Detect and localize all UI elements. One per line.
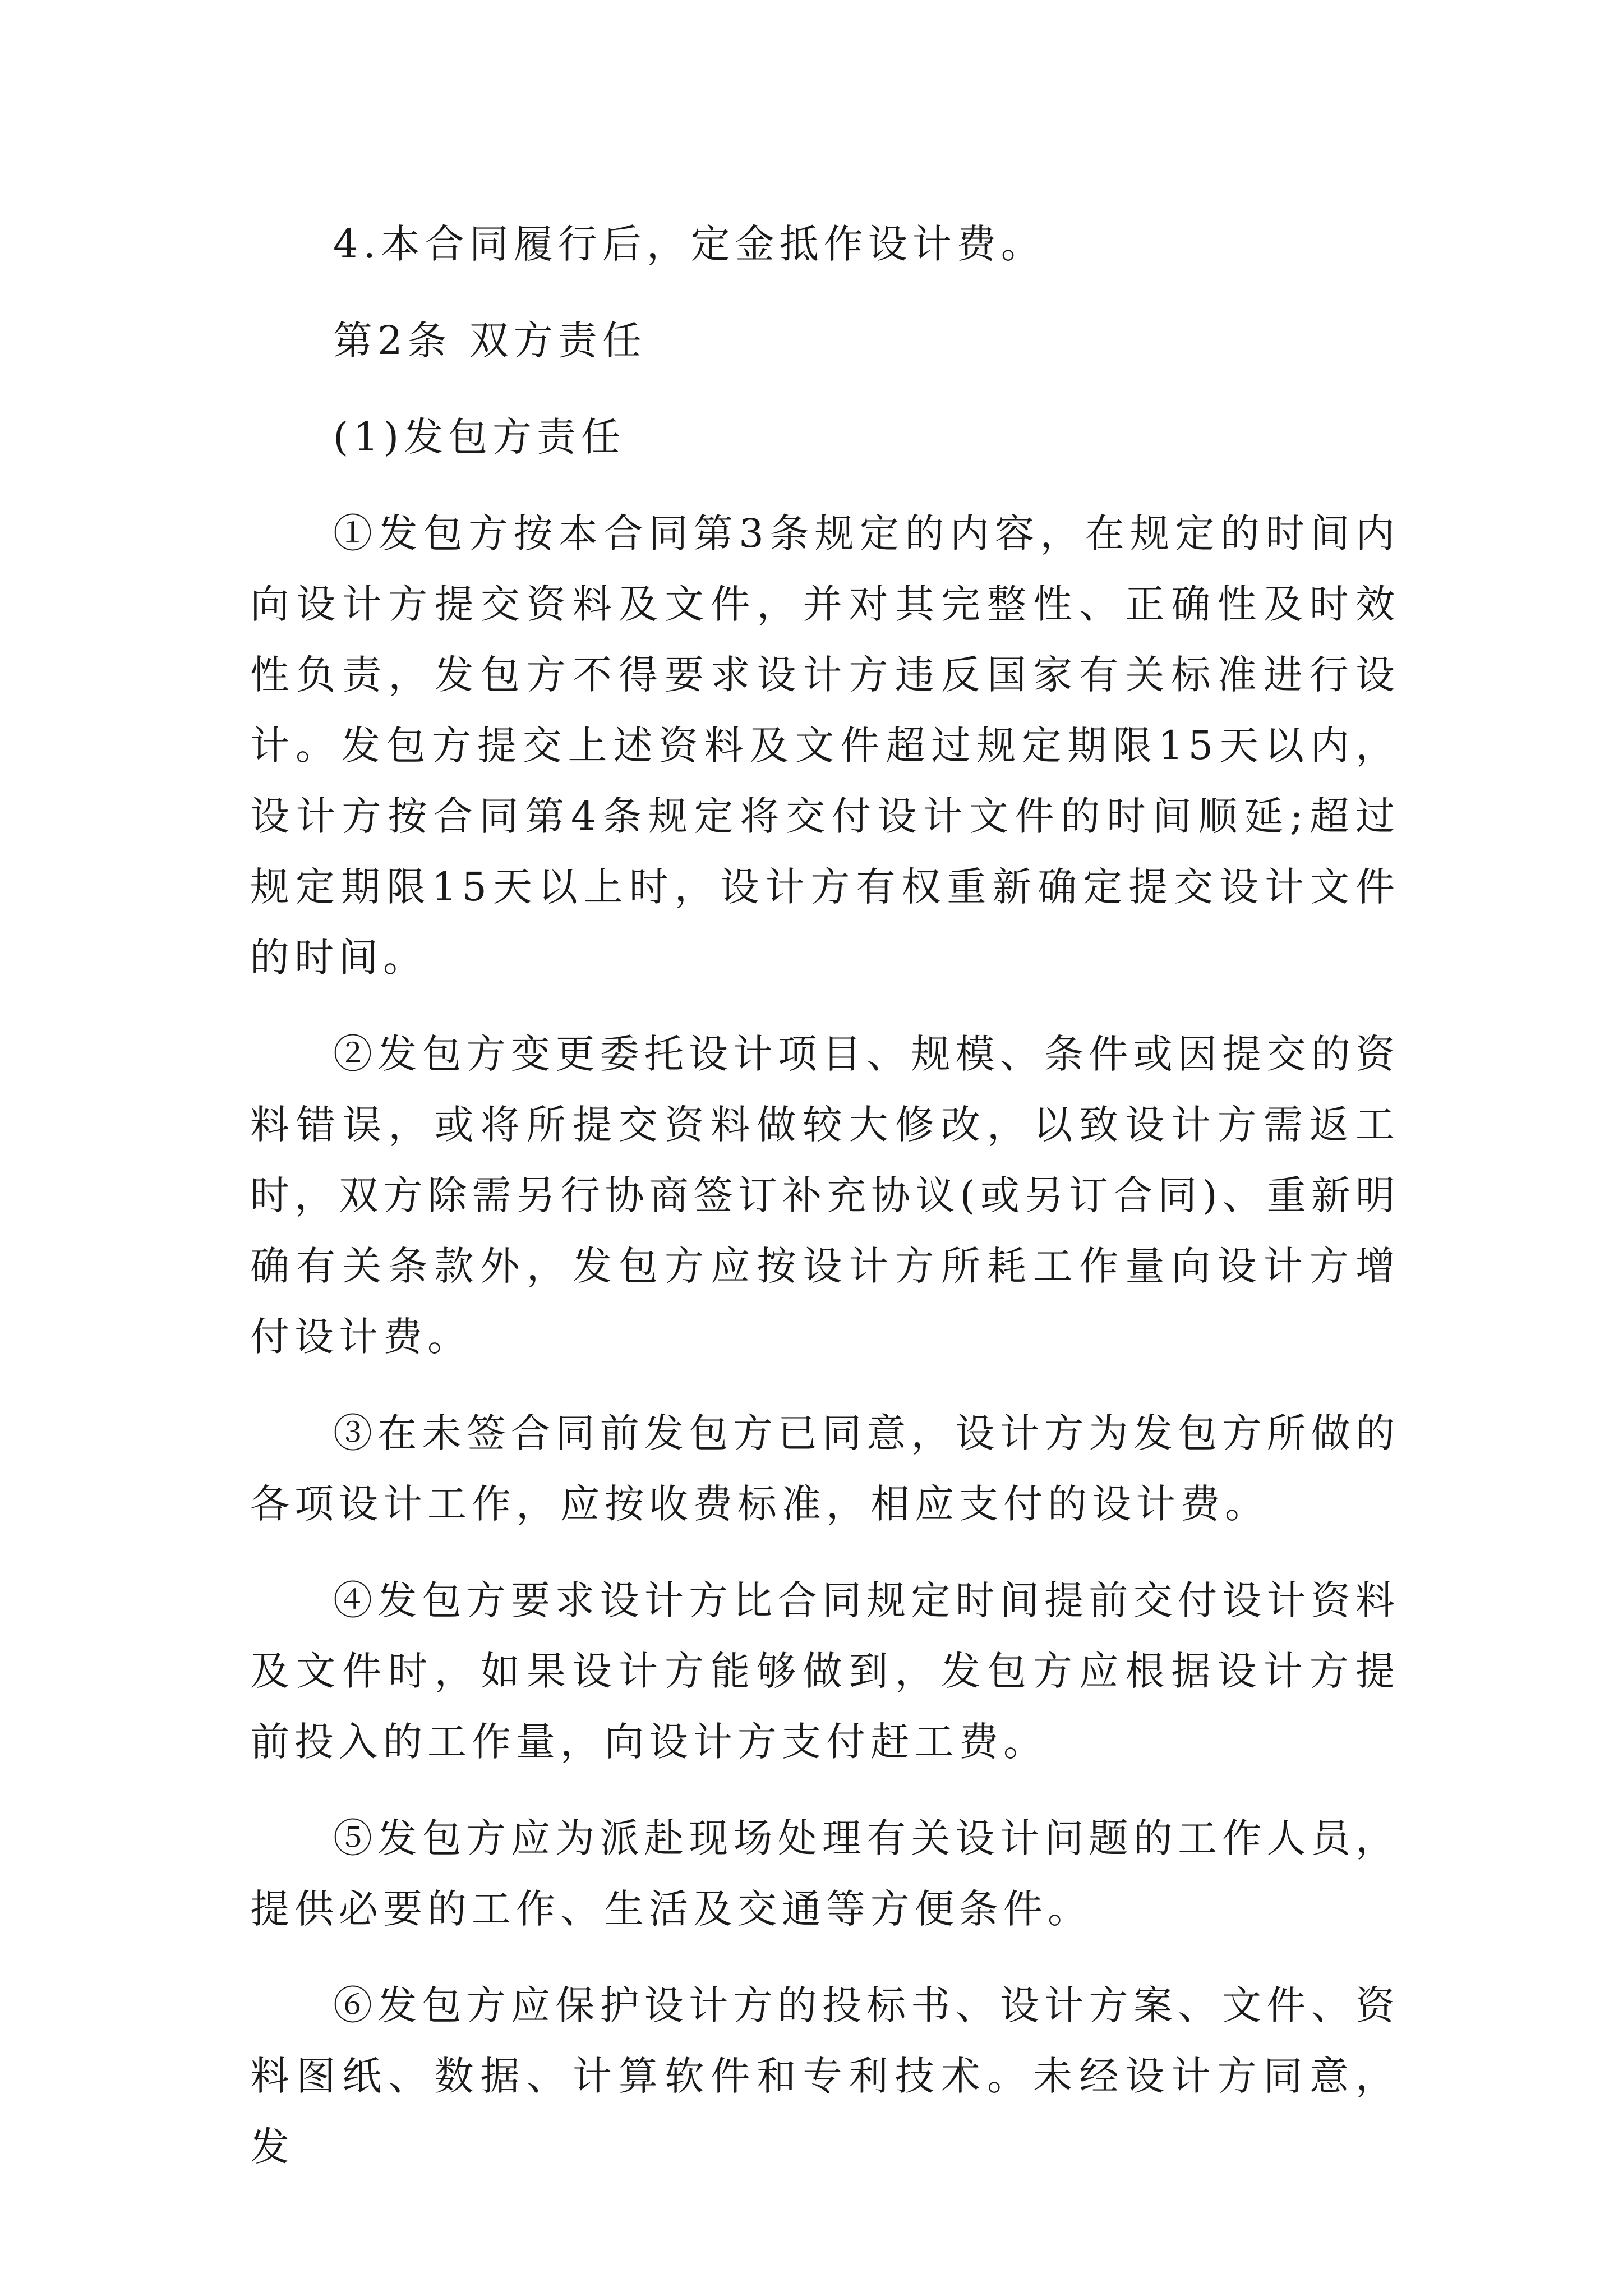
paragraph-deposit-clause: 4.本合同履行后，定金抵作设计费。 (333, 221, 1045, 267)
paragraph-item-6: ⑥发包方应保护设计方的投标书、设计方案、文件、资料图纸、数据、计算软件和专利技术。未经设计方同意，发 (250, 1982, 1400, 2170)
document-body (250, 209, 1400, 2182)
paragraph-item-1: ①发包方按本合同第3条规定的内容，在规定的时间内向设计方提交资料及文件，并对其完整性、正确性及时效性负责，发包方不得要求设计方违反国家有关标准进行设计。发包方提交上述资料及文件超过规定期限15天以内，设计方按合同第4条规定将交付设计文件的时间顺延;超过规定期限15天以上时，设计方有权重新确定提交设计文件的时间。 (250, 510, 1400, 981)
paragraph-item-4: ④发包方要求设计方比合同规定时间提前交付设计资料及文件时，如果设计方能够做到，发包方应根据设计方提前投入的工作量，向设计方支付赶工费。 (250, 1577, 1400, 1765)
article-2-heading: 第2条 双方责任 (333, 318, 647, 364)
paragraph-item-2: ②发包方变更委托设计项目、规模、条件或因提交的资料错误，或将所提交资料做较大修改，以致设计方需返工时，双方除需另行协商签订补充协议(或另订合同)、重新明确有关条款外，发包方应按设计方所耗工作量向设计方增付设计费。 (250, 1031, 1400, 1360)
paragraph-item-5: ⑤发包方应为派赴现场处理有关设计问题的工作人员，提供必要的工作、生活及交通等方便条件。 (250, 1815, 1400, 1932)
paragraph-item-3: ③在未签合同前发包方已同意，设计方为发包方所做的各项设计工作，应按收费标准，相应支付的设计费。 (250, 1410, 1400, 1527)
section-1-heading: (1)发包方责任 (333, 414, 626, 460)
